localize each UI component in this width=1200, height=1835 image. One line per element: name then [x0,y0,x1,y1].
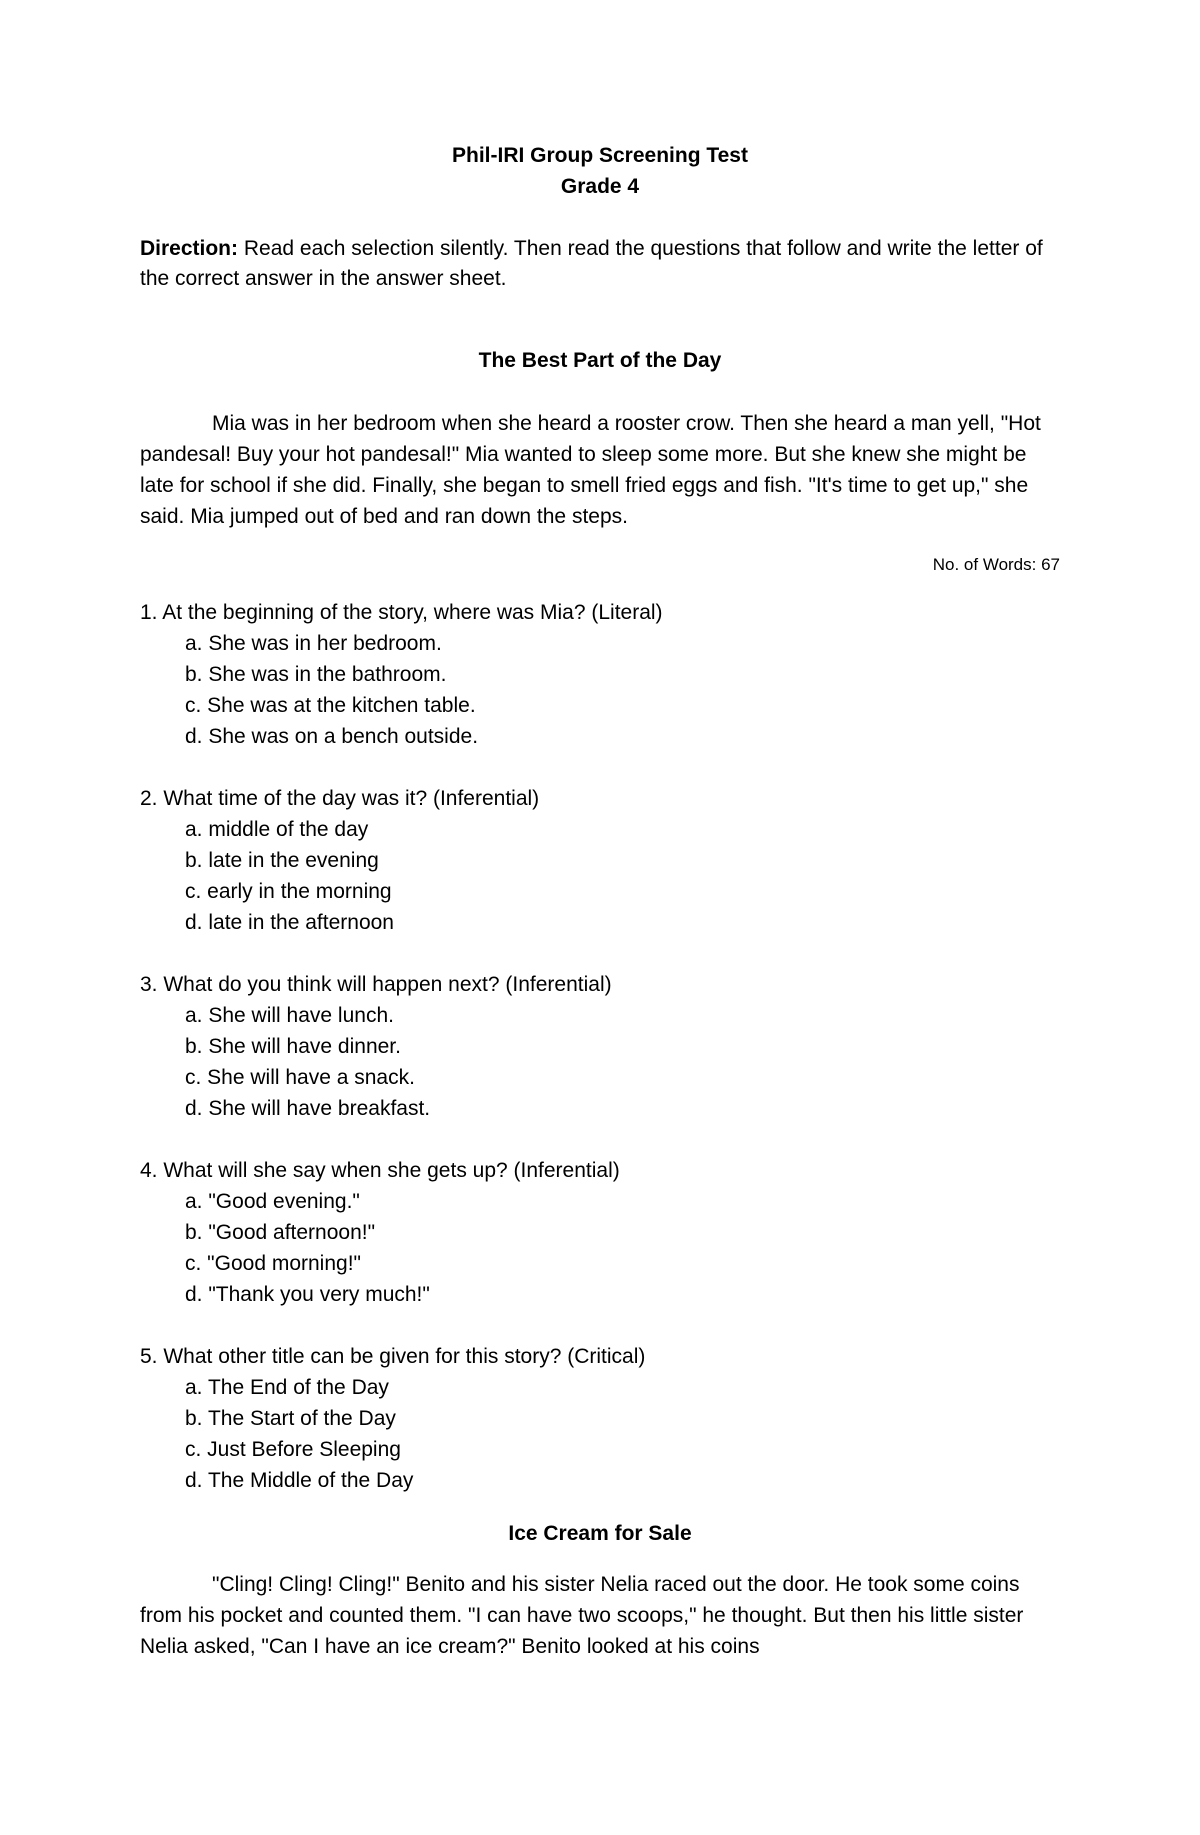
question-5 [140,1341,1060,1496]
direction-label: Direction: [140,237,239,260]
option-b: b. She was in the bathroom. [185,663,447,686]
option-d: d. The Middle of the Day [185,1469,414,1492]
answer-options [140,628,1060,752]
option-b: b. late in the evening [185,849,379,872]
answer-options [140,1000,1060,1124]
option-a: a. She was in her bedroom. [185,632,442,655]
story-title: The Best Part of the Day [478,349,722,372]
option-c: c. early in the morning [185,880,392,903]
question-text: 3. What do you think will happen next? (Inferential) [140,973,612,996]
option-c: c. Just Before Sleeping [185,1438,401,1461]
question-3 [140,969,1060,1124]
option-c: c. "Good morning!" [185,1252,361,1275]
story-paragraph: Mia was in her bedroom when she heard a rooster crow. Then she heard a man yell, "Hot pandesal! Buy your hot pandesal!" Mia wanted to sleep some more. But she knew she might be late for school if she did. Finally, she began to smell fried eggs and fish. "It's time to get up," she said. Mia jumped out of bed and ran down the steps. [140,412,1041,528]
question-2 [140,783,1060,938]
option-b: b. "Good afternoon!" [185,1221,376,1244]
option-a: a. She will have lunch. [185,1004,394,1027]
option-b: b. She will have dinner. [185,1035,401,1058]
answer-options [140,1372,1060,1496]
story-title: Ice Cream for Sale [508,1522,692,1545]
option-d: d. late in the afternoon [185,911,394,934]
option-a: a. The End of the Day [185,1376,389,1399]
direction-paragraph [140,234,1060,294]
question-1 [140,597,1060,752]
option-d: d. "Thank you very much!" [185,1283,430,1306]
question-text: 5. What other title can be given for this story? (Critical) [140,1345,646,1368]
option-c: c. She was at the kitchen table. [185,694,476,717]
grade-label: Grade 4 [560,175,640,198]
question-text: 1. At the beginning of the story, where was Mia? (Literal) [140,601,663,624]
answer-options [140,814,1060,938]
word-count: No. of Words: 67 [932,555,1060,574]
direction-text: Read each selection silently. Then read the questions that follow and write the letter of the correct answer in the answer sheet. [140,237,1043,290]
option-b: b. The Start of the Day [185,1407,396,1430]
story-paragraph: "Cling! Cling! Cling!" Benito and his sister Nelia raced out the door. He took some coins from his pocket and counted them. "I can have two scoops," he thought. But then his little sister Nelia asked, "Can I have an ice cream?" Benito looked at his coins [140,1573,1024,1658]
answer-options [140,1186,1060,1310]
option-d: d. She will have breakfast. [185,1097,431,1120]
option-a: a. middle of the day [185,818,369,841]
test-title: Phil-IRI Group Screening Test [452,144,748,167]
option-a: a. "Good evening." [185,1190,360,1213]
question-4 [140,1155,1060,1310]
option-d: d. She was on a bench outside. [185,725,479,748]
option-c: c. She will have a snack. [185,1066,415,1089]
question-text: 2. What time of the day was it? (Inferential) [140,787,540,810]
question-text: 4. What will she say when she gets up? (Inferential) [140,1159,620,1182]
